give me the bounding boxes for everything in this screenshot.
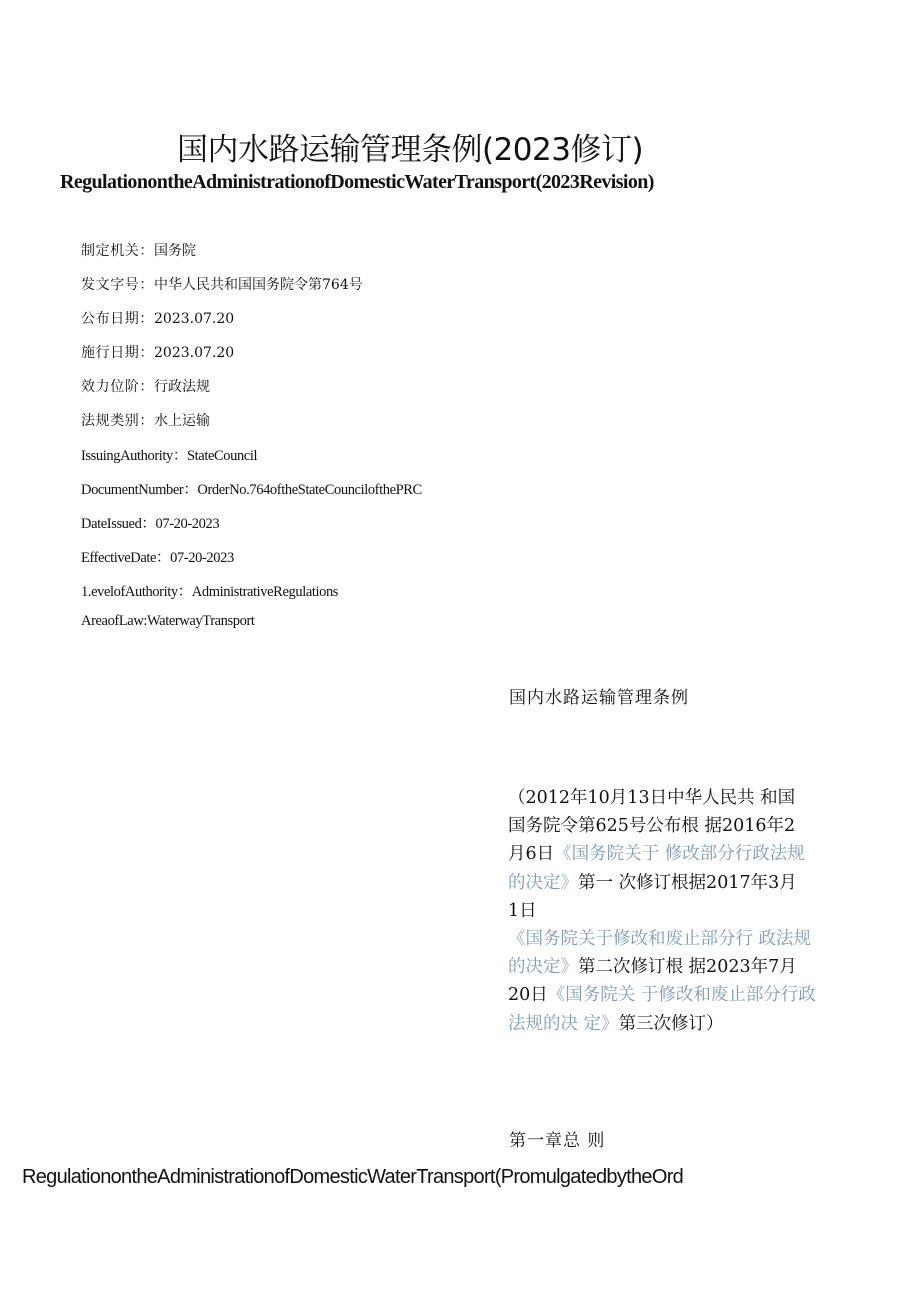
meta-label: 发文字号： [81, 277, 154, 293]
meta-date-issued-cn [81, 308, 234, 328]
document-title-en: RegulationontheAdministrationofDomesticWaterTransport(2023Revision) [60, 171, 654, 193]
meta-label: DocumentNumber： [81, 482, 198, 498]
meta-label: 效力位阶： [81, 379, 154, 395]
revision-line [508, 840, 838, 868]
revision-link[interactable]: 法规的决 定》 [508, 1013, 619, 1034]
meta-label: IssuingAuthority： [81, 448, 187, 464]
meta-label: 施行日期： [81, 345, 154, 361]
meta-value: StateCouncil [186, 448, 258, 464]
meta-effective-date-cn [81, 342, 234, 362]
revision-line [508, 1010, 838, 1038]
meta-value: OrderNo.764oftheStateCouncilofthePRC [197, 482, 422, 498]
meta-level-of-authority-cn [81, 376, 210, 396]
meta-label: DateIssued： [81, 516, 156, 532]
meta-level-of-authority-en [81, 580, 338, 601]
revision-link[interactable]: 的决定》 [508, 872, 578, 893]
document-title-cn: 国内水路运输管理条例(2023修订) [176, 132, 644, 168]
regulation-text-en: RegulationontheAdministrationofDomesticWaterTransport(PromulgatedbytheOrd [22, 1166, 684, 1188]
revision-line [508, 953, 838, 981]
meta-document-number-cn [81, 274, 363, 294]
meta-value: 2023.07.20 [154, 345, 235, 361]
meta-date-issued-en [81, 512, 219, 533]
meta-value: 水上运输 [154, 413, 210, 429]
meta-value: 07-20-2023 [170, 550, 234, 566]
meta-value: 2023.07.20 [154, 311, 235, 327]
chapter-heading: 第一章总 则 [509, 1131, 606, 1151]
meta-label: EffectiveDate： [81, 550, 171, 566]
meta-area-of-law-cn [81, 410, 210, 430]
revision-line: 1日 [508, 900, 537, 921]
meta-issuing-authority-cn [81, 240, 196, 260]
revision-text: 第二次修订根 据2023年7月 [578, 957, 797, 978]
meta-area-of-law-en [81, 613, 255, 630]
meta-issuing-authority-en [81, 444, 257, 465]
revision-link[interactable]: 《国务院关 于修改和废止部分行政 [547, 985, 816, 1006]
meta-value: 国务院 [154, 243, 196, 259]
meta-label: 制定机关： [81, 243, 154, 259]
revision-link[interactable]: 的决定》 [508, 957, 578, 978]
meta-label: 1.evelofAuthority： [81, 584, 192, 600]
meta-value: 中华人民共和国国务院令第764号 [154, 277, 363, 293]
meta-value: WaterwayTransport [147, 613, 255, 629]
revision-note [508, 784, 838, 1038]
revision-text: 第三次修订） [618, 1013, 724, 1034]
revision-link[interactable]: 《国务院关于修改和废止部分行 政法规 [508, 929, 812, 950]
meta-value: 07-20-2023 [155, 516, 220, 532]
meta-label: 公布日期： [81, 311, 154, 327]
meta-label: AreaofLaw: [81, 613, 148, 629]
revision-text: 月6日 [508, 844, 555, 865]
revision-line [508, 981, 838, 1009]
revision-link[interactable]: 《国务院关于 修改部分行政法规 [554, 844, 805, 865]
revision-line: （2012年10月13日中华人民共 和国 [508, 788, 796, 808]
revision-text: 20日 [508, 985, 548, 1006]
revision-text: 第一 次修订根据2017年3月 [578, 872, 797, 893]
meta-document-number-en [81, 478, 422, 499]
meta-effective-date-en [81, 546, 234, 567]
meta-value: 行政法规 [154, 379, 210, 395]
revision-line [508, 869, 838, 897]
meta-label: 法规类别： [81, 413, 154, 429]
meta-value: AdministrativeRegulations [191, 584, 339, 600]
regulation-title-cn: 国内水路运输管理条例 [509, 688, 689, 708]
revision-line: 国务院令第625号公布根 据2016年2 [508, 816, 796, 837]
